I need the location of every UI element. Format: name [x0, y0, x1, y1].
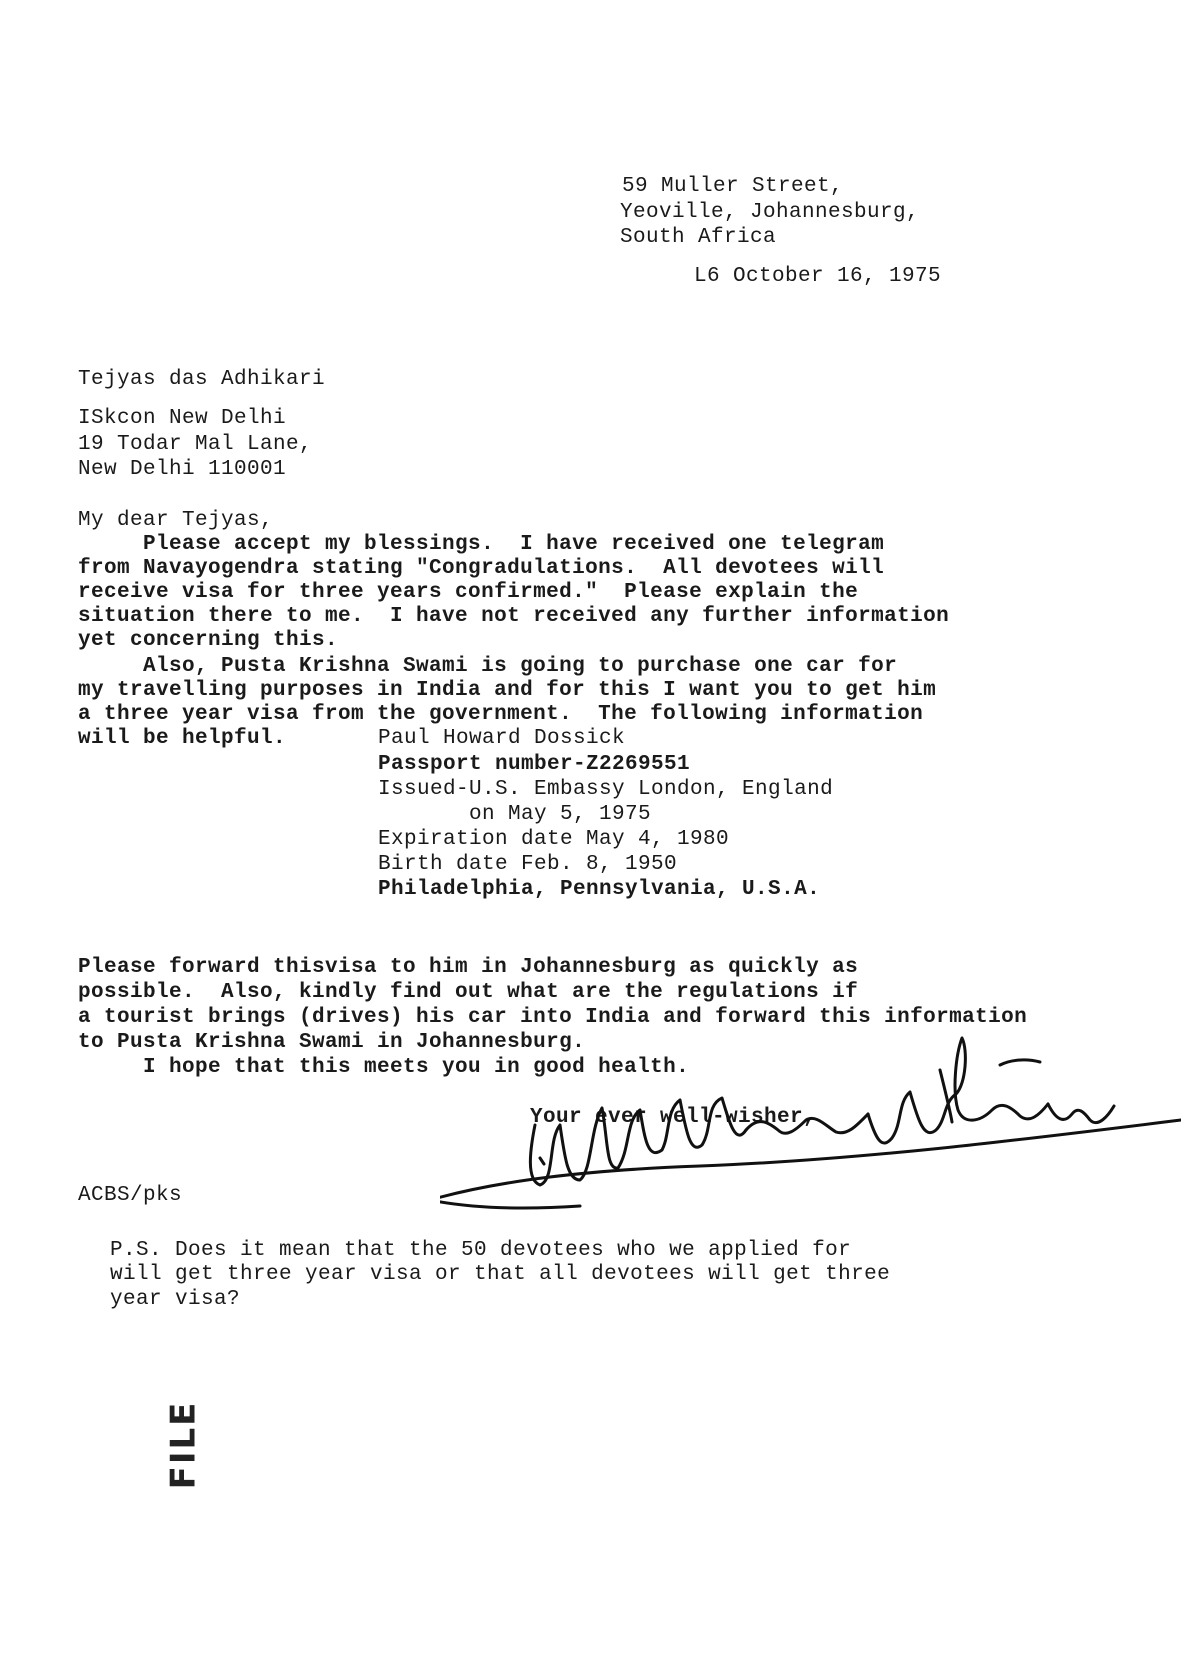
body2-line: will be helpful. — [78, 727, 287, 750]
postscript-line: will get three year visa or that all devotees will get three — [110, 1263, 891, 1286]
body3-line: possible. Also, kindly find out what are the regulations if — [78, 981, 859, 1004]
letter-date: L6 October 16, 1975 — [694, 265, 942, 288]
file-stamp — [150, 1390, 220, 1500]
info-issue-date: on May 5, 1975 — [378, 803, 652, 826]
sender-city: Yeoville, Johannesburg, — [620, 201, 920, 224]
info-expiration: Expiration date May 4, 1980 — [378, 828, 730, 851]
typist-initials: ACBS/pks — [78, 1184, 183, 1207]
info-birth-place: Philadelphia, Pennsylvania, U.S.A. — [378, 878, 821, 901]
body1-line: situation there to me. I have not received any further information — [78, 605, 950, 628]
postscript-line: year visa? — [110, 1288, 241, 1311]
salutation: My dear Tejyas, — [78, 509, 274, 532]
recipient-street: 19 Todar Mal Lane, — [78, 433, 313, 456]
file-stamp-text: FILE — [163, 1400, 204, 1490]
body1-line: yet concerning this. — [78, 629, 339, 652]
info-issued: Issued-U.S. Embassy London, England — [378, 778, 834, 801]
body3-line: a tourist brings (drives) his car into India and forward this information — [78, 1006, 1028, 1029]
body3-line: I hope that this meets you in good health. — [78, 1056, 690, 1079]
recipient-org: ISkcon New Delhi — [78, 407, 287, 430]
recipient-name: Tejyas das Adhikari — [78, 368, 326, 391]
info-birth-date: Birth date Feb. 8, 1950 — [378, 853, 678, 876]
body1-line: Please accept my blessings. I have received one telegram — [78, 533, 885, 556]
sender-country: South Africa — [620, 226, 777, 249]
info-passport: Passport number-Z2269551 — [378, 753, 691, 776]
body2-line: a three year visa from the government. The following information — [78, 703, 924, 726]
postscript-line: P.S. Does it mean that the 50 devotees who we applied for — [110, 1239, 852, 1262]
body3-line: to Pusta Krishna Swami in Johannesburg. — [78, 1031, 586, 1054]
recipient-city: New Delhi 110001 — [78, 458, 287, 481]
signature — [440, 1030, 1181, 1220]
body1-line: from Navayogendra stating "Congradulations. All devotees will — [78, 557, 885, 580]
info-name: Paul Howard Dossick — [378, 727, 626, 750]
body1-line: receive visa for three years confirmed." Please explain the — [78, 581, 859, 604]
body2-line: Also, Pusta Krishna Swami is going to purchase one car for — [78, 655, 898, 678]
closing: Your ever well-wisher, — [530, 1106, 817, 1129]
sender-street: 59 Muller Street, — [622, 175, 844, 198]
body3-line: Please forward thisvisa to him in Johannesburg as quickly as — [78, 956, 859, 979]
body2-line: my travelling purposes in India and for this I want you to get him — [78, 679, 937, 702]
